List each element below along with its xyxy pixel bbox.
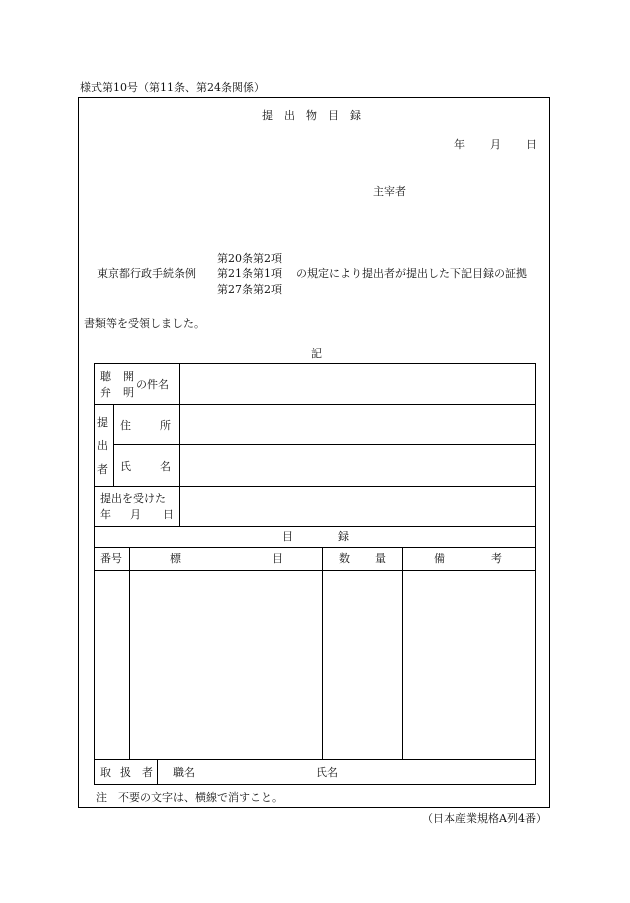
case-label-char-1: 聴 xyxy=(100,370,111,383)
received-year-label: 年 xyxy=(100,508,111,521)
footnote: 注 不要の文字は、横線で消すこと。 xyxy=(96,791,283,804)
column-quantity-char-1: 数 xyxy=(339,552,350,565)
address-label-char-1: 住 xyxy=(120,419,131,432)
case-label-char-3: 弁 xyxy=(100,386,111,399)
column-quantity-char-2: 量 xyxy=(375,552,386,565)
name-label-char-1: 氏 xyxy=(120,460,131,473)
presiding-officer-label: 主宰者 xyxy=(373,185,406,198)
received-day-label: 日 xyxy=(163,508,174,521)
received-date-label: 提出を受けた xyxy=(100,492,166,505)
article-20: 第20条第2項 xyxy=(217,252,282,265)
article-21: 第21条第1項 xyxy=(217,267,282,280)
handler-label-char-3: 者 xyxy=(142,766,153,779)
received-month-label: 月 xyxy=(130,508,141,521)
name-label-char-2: 名 xyxy=(160,460,171,473)
date-year-label: 年 xyxy=(454,138,465,151)
article-27: 第27条第2項 xyxy=(217,283,282,296)
address-field[interactable] xyxy=(185,410,531,440)
handler-label-char-1: 取 xyxy=(100,766,111,779)
submitter-char-2: 出 xyxy=(97,439,108,452)
catalog-remarks-cell[interactable] xyxy=(405,573,533,757)
ki-heading: 記 xyxy=(311,347,322,360)
catalog-item-cell[interactable] xyxy=(132,573,320,757)
case-label-suffix: の件名 xyxy=(136,378,169,391)
name-field[interactable] xyxy=(185,450,531,482)
ordinance-name: 東京都行政手続条例 xyxy=(97,267,196,280)
handler-title-label: 職名 xyxy=(173,766,195,779)
address-label-char-2: 所 xyxy=(160,419,171,432)
catalog-heading-char-2: 録 xyxy=(338,530,349,543)
catalog-quantity-cell[interactable] xyxy=(325,573,400,757)
case-label-char-2: 開 xyxy=(123,370,134,383)
column-number: 番号 xyxy=(100,552,122,565)
case-name-field[interactable] xyxy=(185,370,531,400)
column-remarks-char-1: 備 xyxy=(434,552,445,565)
catalog-heading-char-1: 目 xyxy=(282,530,293,543)
handler-label-char-2: 扱 xyxy=(120,766,131,779)
date-day-label: 日 xyxy=(526,138,537,151)
form-number-label: 様式第10号（第11条、第24条関係） xyxy=(80,81,265,94)
case-label-char-4: 明 xyxy=(123,386,134,399)
statute-continuation: 書類等を受領しました。 xyxy=(84,317,205,330)
paper-standard-label: （日本産業規格A列4番） xyxy=(422,812,547,825)
column-item-char-2: 目 xyxy=(272,552,283,565)
received-date-field[interactable] xyxy=(185,491,531,522)
statute-text: の規定により提出者が提出した下記目録の証拠 xyxy=(296,267,527,280)
catalog-number-cell[interactable] xyxy=(96,573,127,757)
submitter-char-3: 者 xyxy=(97,463,108,476)
date-month-label: 月 xyxy=(490,138,501,151)
column-item-char-1: 標 xyxy=(170,552,181,565)
handler-name-label: 氏名 xyxy=(316,766,338,779)
column-remarks-char-2: 考 xyxy=(491,552,502,565)
page-title: 提 出 物 目 録 xyxy=(262,109,361,122)
submitter-char-1: 提 xyxy=(97,416,108,429)
